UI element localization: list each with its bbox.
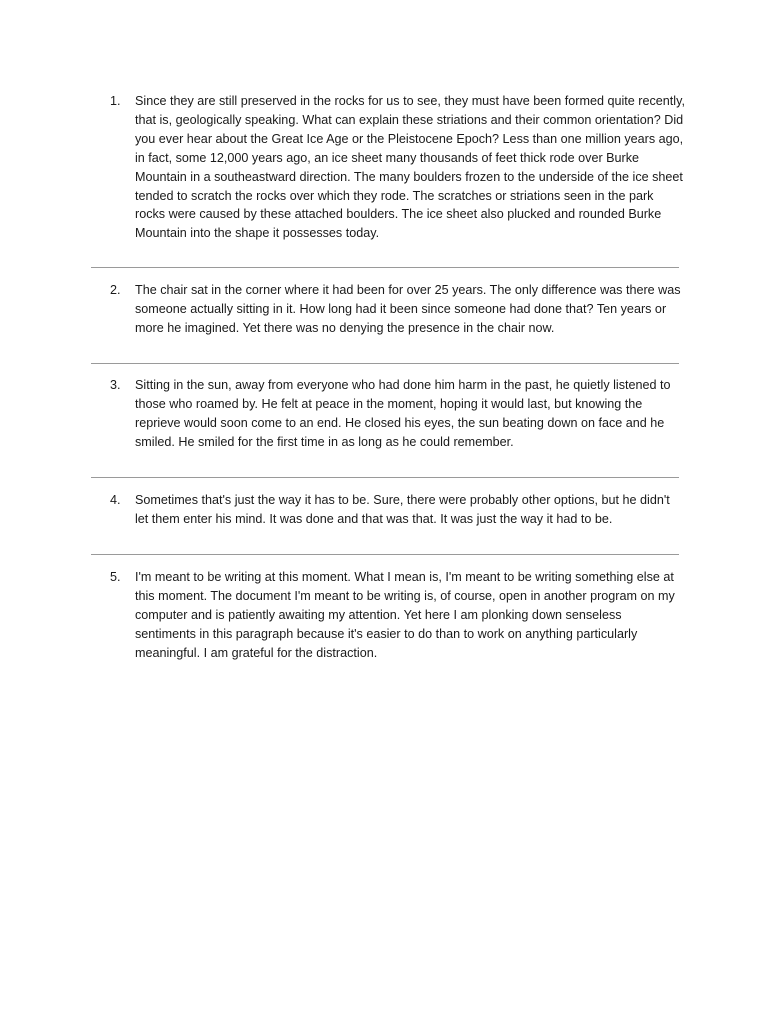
item-number: 4. (110, 493, 121, 507)
item-number: 2. (110, 283, 121, 297)
item-paragraph: Since they are still preserved in the rocks for us to see, they must have been formed quite recently, that is, geologically speaking. What can explain these striations and their common orientation? Did you ever hear about the Great Ice Age or the Pleistocene Epoch? Less than one million years ago, in fact, some 12,000 years ago, an ice sheet many thousands of feet thick rode over Burke Mountain in a southeastward direction. The many boulders frozen to the underside of the ice sheet tended to scratch the rocks over which they rode. The scratches or striations seen in the park rocks were caused by these attached boulders. The ice sheet also plucked and rounded Burke Mountain into the shape it possesses today. (135, 94, 685, 241)
item-paragraph: I'm meant to be writing at this moment. What I mean is, I'm meant to be writing something else at this moment. The document I'm meant to be writing is, of course, open in another program on my computer and is patiently awaiting my attention. Yet here I am plonking down senseless sentiments in this paragraph because it's easier to do than to work on anything particularly meaningful. I am grateful for the distraction. (135, 570, 675, 660)
item-number: 3. (110, 378, 121, 392)
item-number: 5. (110, 570, 121, 584)
list-item (110, 92, 685, 243)
divider (91, 477, 679, 478)
list-item (110, 568, 685, 663)
divider (91, 363, 679, 364)
list-item (110, 491, 685, 529)
list-item (110, 281, 685, 338)
item-paragraph: The chair sat in the corner where it had been for over 25 years. The only difference was there was someone actually sitting in it. How long had it been since someone had done that? Ten years or more he imagined. Yet there was no denying the presence in the chair now. (135, 283, 681, 335)
divider (91, 267, 679, 268)
item-number: 1. (110, 94, 121, 108)
divider (91, 554, 679, 555)
item-paragraph: Sometimes that's just the way it has to be. Sure, there were probably other options, but he didn't let them enter his mind. It was done and that was that. It was just the way it had to be. (135, 493, 670, 526)
list-item (110, 376, 685, 452)
item-paragraph: Sitting in the sun, away from everyone who had done him harm in the past, he quietly listened to those who roamed by. He felt at peace in the moment, hoping it would last, but knowing the reprieve would soon come to an end. He closed his eyes, the sun beating down on face and he smiled. He smiled for the first time in as long as he could remember. (135, 378, 671, 449)
